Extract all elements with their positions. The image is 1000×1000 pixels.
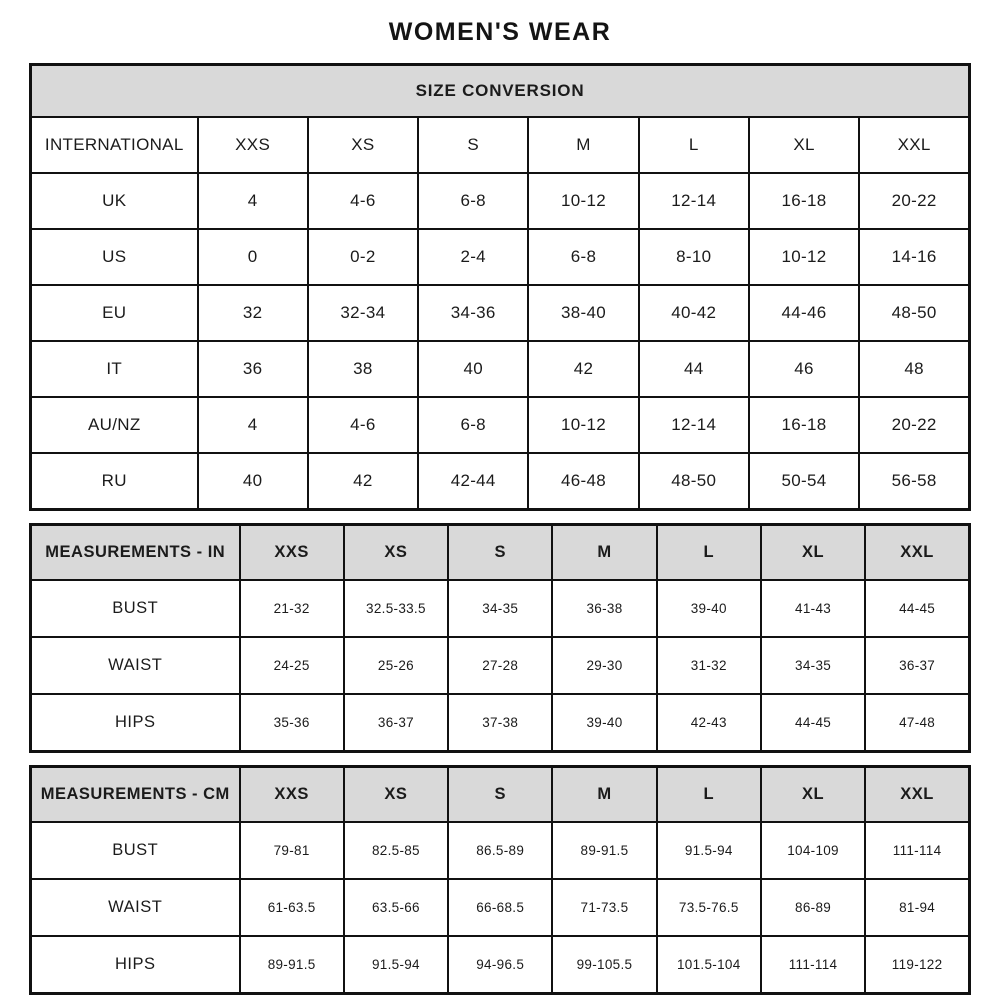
cell: 104-109 [761, 822, 865, 879]
row-label: RU [31, 453, 198, 510]
column-header-s: S [448, 525, 552, 581]
cell: 81-94 [865, 879, 969, 936]
row-label: WAIST [31, 879, 240, 936]
cell: 21-32 [240, 580, 344, 637]
cell: 0 [198, 229, 308, 285]
cell: 42-44 [418, 453, 528, 510]
cell: 42 [308, 453, 418, 510]
column-header-s: S [448, 767, 552, 823]
cell: 73.5-76.5 [657, 879, 761, 936]
cell: 32.5-33.5 [344, 580, 448, 637]
column-header-xxl: XXL [859, 117, 969, 173]
cell: 20-22 [859, 173, 969, 229]
cell: 86-89 [761, 879, 865, 936]
column-header-xxl: XXL [865, 525, 969, 581]
cell: 36 [198, 341, 308, 397]
cell: 101.5-104 [657, 936, 761, 994]
table-row-hips-in [31, 694, 970, 752]
header-row [31, 117, 970, 173]
column-header-m: M [552, 767, 656, 823]
table-row-waist-in [31, 637, 970, 694]
row-label: EU [31, 285, 198, 341]
cell: 39-40 [657, 580, 761, 637]
cell: 42 [528, 341, 638, 397]
row-label: US [31, 229, 198, 285]
cell: 71-73.5 [552, 879, 656, 936]
column-header-s: S [418, 117, 528, 173]
table-row-us [31, 229, 970, 285]
cell: 89-91.5 [552, 822, 656, 879]
cell: 36-37 [344, 694, 448, 752]
table-row-bust-cm [31, 822, 970, 879]
cell: 14-16 [859, 229, 969, 285]
cell: 38-40 [528, 285, 638, 341]
column-header-xs: XS [344, 525, 448, 581]
table-title: MEASUREMENTS - IN [31, 525, 240, 581]
cell: 34-36 [418, 285, 528, 341]
cell: 119-122 [865, 936, 969, 994]
cell: 40-42 [639, 285, 749, 341]
row-label: WAIST [31, 637, 240, 694]
cell: 20-22 [859, 397, 969, 453]
cell: 44-46 [749, 285, 859, 341]
cell: 99-105.5 [552, 936, 656, 994]
cell: 35-36 [240, 694, 344, 752]
cell: 10-12 [749, 229, 859, 285]
cell: 46 [749, 341, 859, 397]
cell: 34-35 [448, 580, 552, 637]
page-title: WOMEN'S WEAR [388, 18, 612, 46]
column-header-xxl: XXL [865, 767, 969, 823]
table-row-ru [31, 453, 970, 510]
cell: 56-58 [859, 453, 969, 510]
column-header-l: L [639, 117, 749, 173]
cell: 66-68.5 [448, 879, 552, 936]
cell: 63.5-66 [344, 879, 448, 936]
cell: 2-4 [418, 229, 528, 285]
table-row-eu [31, 285, 970, 341]
cell: 6-8 [418, 173, 528, 229]
column-header-international: INTERNATIONAL [31, 117, 198, 173]
cell: 46-48 [528, 453, 638, 510]
cell: 42-43 [657, 694, 761, 752]
cell: 12-14 [639, 173, 749, 229]
cell: 91.5-94 [344, 936, 448, 994]
table-row-aunz [31, 397, 970, 453]
cell: 24-25 [240, 637, 344, 694]
cell: 34-35 [761, 637, 865, 694]
table-title-row [31, 65, 970, 118]
cell: 111-114 [865, 822, 969, 879]
cell: 36-37 [865, 637, 969, 694]
cell: 0-2 [308, 229, 418, 285]
column-header-xxs: XXS [240, 767, 344, 823]
column-header-xxs: XXS [240, 525, 344, 581]
table-row-bust-in [31, 580, 970, 637]
column-header-xl: XL [761, 767, 865, 823]
cell: 27-28 [448, 637, 552, 694]
cell: 36-38 [552, 580, 656, 637]
column-header-xxs: XXS [198, 117, 308, 173]
cell: 89-91.5 [240, 936, 344, 994]
cell: 44-45 [761, 694, 865, 752]
cell: 61-63.5 [240, 879, 344, 936]
cell: 4 [198, 397, 308, 453]
cell: 10-12 [528, 397, 638, 453]
header-row [31, 767, 970, 823]
table-title: MEASUREMENTS - CM [31, 767, 240, 823]
size-guide-page [29, 0, 971, 995]
header-row [31, 525, 970, 581]
row-label: UK [31, 173, 198, 229]
cell: 10-12 [528, 173, 638, 229]
cell: 6-8 [528, 229, 638, 285]
cell: 82.5-85 [344, 822, 448, 879]
cell: 40 [418, 341, 528, 397]
cell: 29-30 [552, 637, 656, 694]
size-conversion-table [29, 63, 971, 511]
cell: 48 [859, 341, 969, 397]
table-row-waist-cm [31, 879, 970, 936]
table-row-uk [31, 173, 970, 229]
cell: 32 [198, 285, 308, 341]
column-header-xl: XL [761, 525, 865, 581]
cell: 91.5-94 [657, 822, 761, 879]
row-label: BUST [31, 822, 240, 879]
table-title: SIZE CONVERSION [31, 65, 970, 118]
column-header-xl: XL [749, 117, 859, 173]
column-header-l: L [657, 525, 761, 581]
cell: 37-38 [448, 694, 552, 752]
cell: 32-34 [308, 285, 418, 341]
column-header-m: M [528, 117, 638, 173]
cell: 79-81 [240, 822, 344, 879]
cell: 48-50 [639, 453, 749, 510]
cell: 44 [639, 341, 749, 397]
cell: 4 [198, 173, 308, 229]
cell: 44-45 [865, 580, 969, 637]
row-label: AU/NZ [31, 397, 198, 453]
cell: 41-43 [761, 580, 865, 637]
cell: 86.5-89 [448, 822, 552, 879]
cell: 25-26 [344, 637, 448, 694]
cell: 48-50 [859, 285, 969, 341]
cell: 39-40 [552, 694, 656, 752]
cell: 50-54 [749, 453, 859, 510]
column-header-xs: XS [308, 117, 418, 173]
column-header-l: L [657, 767, 761, 823]
table-row-it [31, 341, 970, 397]
measurements-cm-table [29, 765, 971, 995]
cell: 4-6 [308, 397, 418, 453]
cell: 4-6 [308, 173, 418, 229]
row-label: IT [31, 341, 198, 397]
cell: 16-18 [749, 397, 859, 453]
table-row-hips-cm [31, 936, 970, 994]
cell: 40 [198, 453, 308, 510]
row-label: HIPS [31, 936, 240, 994]
cell: 111-114 [761, 936, 865, 994]
cell: 31-32 [657, 637, 761, 694]
cell: 8-10 [639, 229, 749, 285]
row-label: BUST [31, 580, 240, 637]
column-header-xs: XS [344, 767, 448, 823]
cell: 16-18 [749, 173, 859, 229]
cell: 12-14 [639, 397, 749, 453]
cell: 47-48 [865, 694, 969, 752]
column-header-m: M [552, 525, 656, 581]
cell: 38 [308, 341, 418, 397]
cell: 6-8 [418, 397, 528, 453]
measurements-in-table [29, 523, 971, 753]
cell: 94-96.5 [448, 936, 552, 994]
row-label: HIPS [31, 694, 240, 752]
